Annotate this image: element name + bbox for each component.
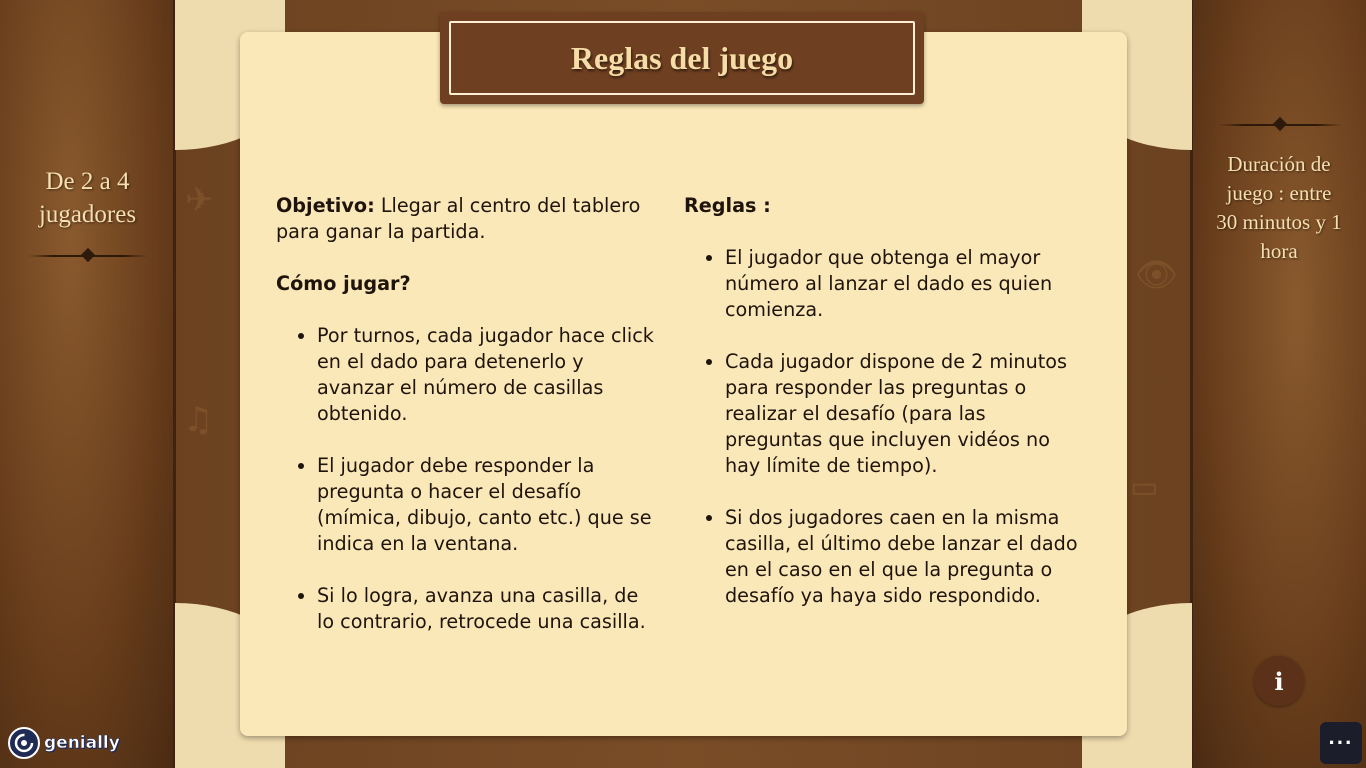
card-icon: ▭ [1130,470,1159,505]
how-to-play-heading: Cómo jugar? [276,272,411,295]
players-count-text: De 2 a 4 jugadores [38,168,137,228]
list-item: • Si lo logra, avanza una casilla, de lo contrario, retrocede una casilla. [317,583,656,635]
list-item: • Por turnos, cada jugador hace click en el dado para detenerlo y avanzar el número de casillas obtenido. [317,323,656,427]
rules-list [684,245,1084,609]
objective-paragraph [276,193,656,245]
how-to-play-list [276,323,656,635]
genially-logo-icon [8,727,40,759]
rules-right-column [684,193,1084,609]
list-item: • El jugador que obtenga el mayor número al lanzar el dado es quien comienza. [725,245,1084,323]
objective-text: Llegar al centro del tablero para ganar la partida. [276,194,641,243]
rules-heading: Reglas : [684,194,771,217]
objective-label: Objetivo: [276,194,375,217]
page-title: Reglas del juego [570,39,794,76]
ornament-divider-right [1218,122,1342,128]
info-icon: i [1274,666,1284,696]
paper-plane-icon: ✈ [185,180,214,220]
list-item: • El jugador debe responder la pregunta o hacer el desafío (mímica, dibujo, canto etc.) que se indica en la ventana. [317,453,656,557]
list-item: • Si dos jugadores caen en la misma casilla, el último debe lanzar el dado en el caso en el que la pregunta o desafío ya haya sido respondido. [725,505,1084,609]
title-frame [449,21,915,95]
game-duration-text: Duración de juego : entre 30 minutos y 1 hora [1216,152,1342,263]
eye-icon: 👁 [1135,255,1179,295]
rules-left-column [276,193,656,635]
right-wood-panel [1192,0,1366,768]
ellipsis-icon: ··· [1328,730,1354,755]
brand-name: genially [44,733,120,753]
genially-branding[interactable] [8,726,120,760]
title-banner [440,12,924,104]
info-button[interactable] [1254,656,1304,706]
left-wood-panel [0,0,175,768]
more-options-button[interactable] [1320,722,1362,764]
ornament-divider-left [28,253,148,259]
music-note-icon: ♫ [183,400,214,440]
list-item: • Cada jugador dispone de 2 minutos para responder las preguntas o realizar el desafío (para las preguntas que incluyen vidéos no hay límite de tiempo). [725,349,1084,479]
